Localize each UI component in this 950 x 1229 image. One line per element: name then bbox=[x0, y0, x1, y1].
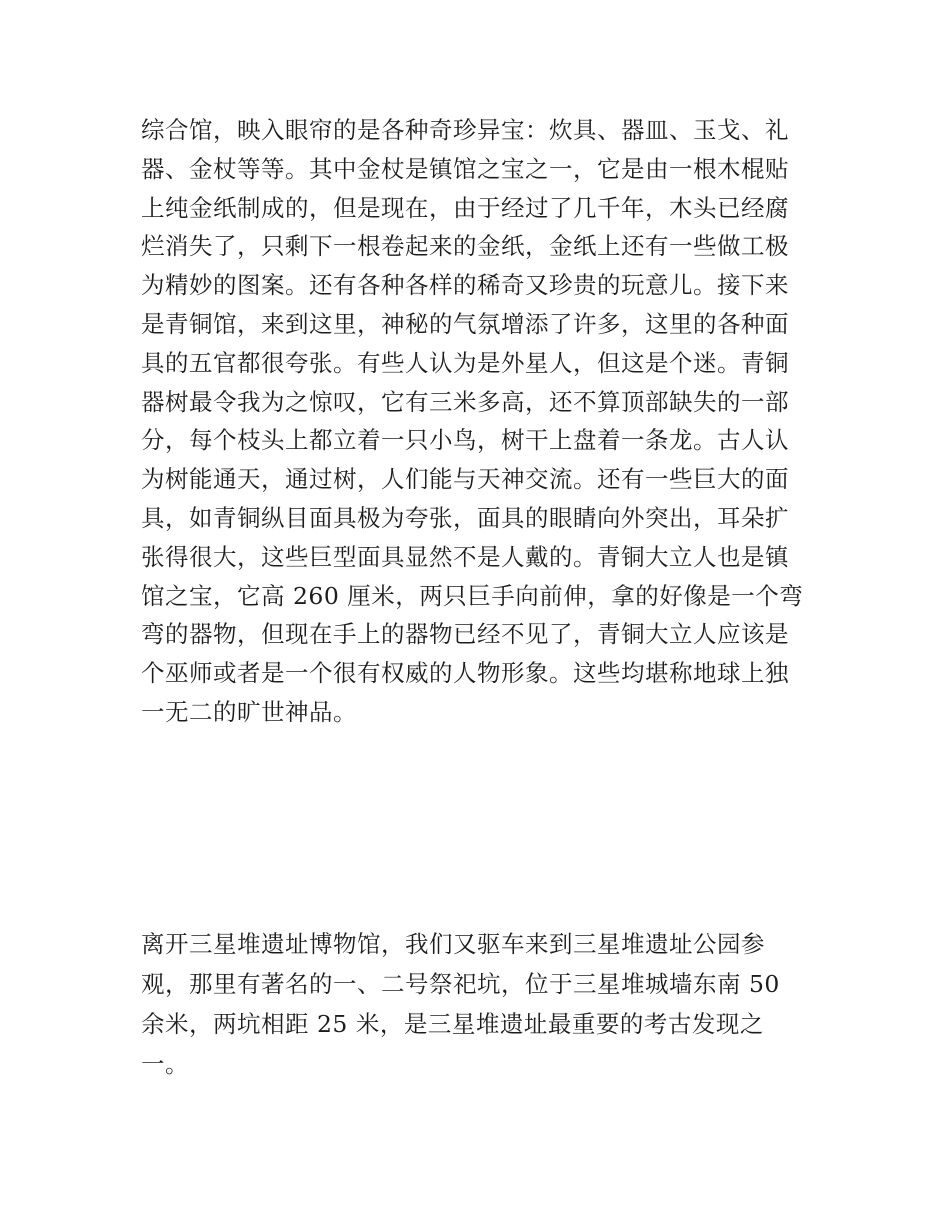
text-line: 烂消失了，只剩下一根卷起来的金纸，金纸上还有一些做工极 bbox=[141, 232, 789, 261]
paragraph-sanxingdui-museum-halls bbox=[141, 111, 821, 732]
text-line: 具的五官都很夸张。有些人认为是外星人，但这是个迷。青铜 bbox=[141, 348, 789, 377]
text-line: 分，每个枝头上都立着一只小鸟，树干上盘着一条龙。古人认 bbox=[141, 426, 789, 455]
text-line: 一。 bbox=[141, 1050, 189, 1078]
text-line: 为树能通天，通过树，人们能与天神交流。还有一些巨大的面 bbox=[141, 465, 789, 494]
text-line: 馆之宝，它高 260 厘米，两只巨手向前伸，拿的好像是一个弯 bbox=[141, 581, 804, 610]
text-line: 张得很大，这些巨型面具显然不是人戴的。青铜大立人也是镇 bbox=[141, 542, 789, 571]
text-line: 弯的器物，但现在手上的器物已经不见了，青铜大立人应该是 bbox=[141, 620, 789, 649]
text-line: 余米，两坑相距 25 米，是三星堆遗址最重要的考古发现之 bbox=[141, 1010, 764, 1038]
text-line: 为精妙的图案。还有各种各样的稀奇又珍贵的玩意儿。接下来 bbox=[141, 271, 789, 300]
text-line: 综合馆，映入眼帘的是各种奇珍异宝：炊具、器皿、玉戈、礼 bbox=[141, 116, 789, 144]
text-line: 器树最令我为之惊叹，它有三米多高，还不算顶部缺失的一部 bbox=[141, 387, 789, 416]
text-line: 器、金杖等等。其中金杖是镇馆之宝之一，它是由一根木棍贴 bbox=[141, 154, 789, 183]
text-line: 个巫师或者是一个很有权威的人物形象。这些均堪称地球上独 bbox=[141, 659, 789, 688]
paragraph-sanxingdui-park bbox=[141, 924, 821, 1084]
text-line: 一无二的旷世神品。 bbox=[141, 697, 357, 726]
text-line: 观，那里有著名的一、二号祭祀坑，位于三星堆城墙东南 50 bbox=[141, 970, 780, 998]
text-line: 具，如青铜纵目面具极为夸张，面具的眼睛向外突出，耳朵扩 bbox=[141, 503, 789, 532]
text-line: 上纯金纸制成的，但是现在，由于经过了几千年，木头已经腐 bbox=[141, 193, 789, 222]
text-line: 离开三星堆遗址博物馆，我们又驱车来到三星堆遗址公园参 bbox=[141, 930, 765, 958]
text-line: 是青铜馆，来到这里，神秘的气氛增添了许多，这里的各种面 bbox=[141, 309, 789, 338]
